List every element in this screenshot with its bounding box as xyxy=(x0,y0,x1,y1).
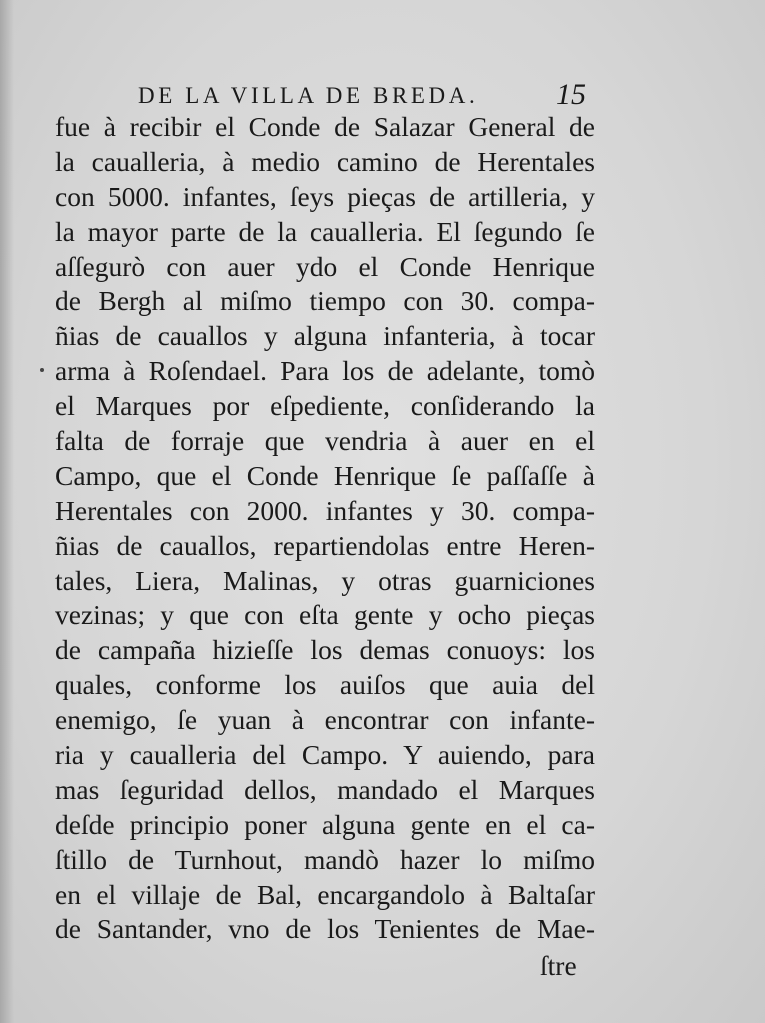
text-line: ſtillo de Turnhout, mandò hazer lo miſmo xyxy=(55,843,595,875)
text-line: con 5000. infantes, ſeys pieças de artilleria, y xyxy=(55,180,595,212)
text-line: la caualleria, à medio camino de Herentales xyxy=(55,145,595,177)
text-line: enemigo, ſe yuan à encontrar con infante- xyxy=(55,704,595,736)
gutter-shadow xyxy=(0,0,14,1023)
text-line: tales, Liera, Malinas, y otras guarniciones xyxy=(55,564,595,596)
text-line: quales, conforme los auiſos que auia del xyxy=(55,669,595,701)
text-line: fue à recibir el Conde de Salazar General de xyxy=(55,111,595,142)
catchword: ſtre xyxy=(540,950,577,981)
text-line: mas ſeguridad dellos, mandado el Marques xyxy=(55,773,595,805)
text-line: en el villaje de Bal, encargandolo à Baltaſar xyxy=(55,878,595,910)
text-line: el Marques por eſpediente, conſiderando la xyxy=(55,390,595,422)
margin-mark xyxy=(40,368,44,372)
text-line: aſſegurò con auer ydo el Conde Henrique xyxy=(55,250,595,282)
text-line: de campaña hizieſſe los demas conuoys: los xyxy=(55,634,595,666)
text-line: la mayor parte de la caualleria. El ſegundo ſe xyxy=(55,215,595,247)
text-line: deſde principio poner alguna gente en el ca- xyxy=(55,808,595,840)
text-line: ria y caualleria del Campo. Y auiendo, para xyxy=(55,739,595,771)
page-number: 15 xyxy=(556,78,586,111)
text-line: de Santander, vno de los Tenientes de Mae- xyxy=(55,913,595,945)
text-line: falta de forraje que vendria à auer en el xyxy=(55,425,595,457)
text-line: de Bergh al miſmo tiempo con 30. compa- xyxy=(55,285,595,317)
text-line: Herentales con 2000. infantes y 30. compa- xyxy=(55,494,595,526)
text-line: ñias de cauallos y alguna infanteria, à tocar xyxy=(55,320,595,352)
running-head: DE LA VILLA DE BREDA. xyxy=(138,83,479,108)
text-line: arma à Roſendael. Para los de adelante, tomò xyxy=(55,355,595,387)
body-text xyxy=(55,110,595,947)
text-line: Campo, que el Conde Henrique ſe paſſaſſe à xyxy=(55,459,595,491)
text-line: vezinas; y que con eſta gente y ocho pieças xyxy=(55,599,595,631)
text-line: ñias de cauallos, repartiendolas entre Heren- xyxy=(55,529,595,561)
